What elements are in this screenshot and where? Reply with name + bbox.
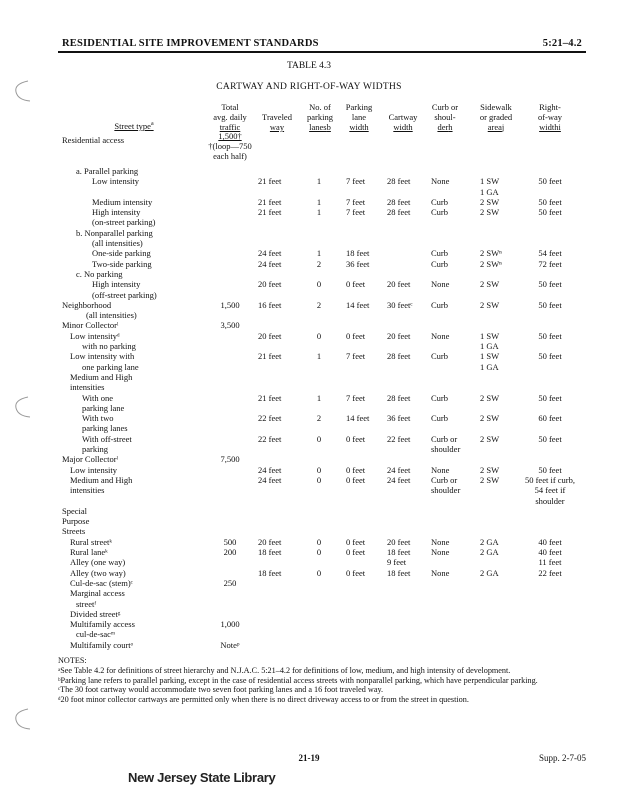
cell-street-type: cul-de-sacᵐ: [76, 629, 116, 640]
table-row: [0, 176, 618, 186]
cell-curb-shoulder: Curb: [431, 299, 448, 310]
cell-parking-lanes: 1: [316, 196, 322, 207]
cell-cartway-width: 20 feet: [387, 536, 411, 547]
cell-right-of-way: 60 feet: [538, 413, 562, 424]
cell-street-type: High intensity: [92, 207, 141, 218]
cell-sidewalk: 2 SW: [480, 207, 500, 218]
cell-right-of-way: 50 feet: [538, 207, 562, 218]
cell-sidewalk: 2 SW: [480, 464, 500, 475]
cell-curb-shoulder: None: [431, 567, 450, 578]
cell-street-type: Marginal access: [70, 588, 125, 599]
cell-cartway-width: 24 feet: [387, 474, 411, 485]
cell-street-type: Major Collectorˡ: [62, 454, 118, 465]
cell-parking-lane-width: 7 feet: [346, 207, 366, 218]
cell-traveled-way: 20 feet: [258, 279, 282, 290]
library-stamp: New Jersey State Library: [128, 770, 276, 785]
col-curb-shoulder: Curb or shoul- derh: [431, 102, 459, 132]
cell-curb-shoulder: None: [431, 536, 450, 547]
table-row: [0, 279, 618, 289]
cell-traveled-way: 16 feet: [258, 299, 282, 310]
header-title: RESIDENTIAL SITE IMPROVEMENT STANDARDS: [62, 38, 319, 49]
cell-parking-lanes: 1: [316, 248, 322, 259]
binder-hole-mark-bottom: [10, 706, 32, 732]
cell-sidewalk: 2 SW: [480, 392, 500, 403]
cell-street-type: Streets: [62, 526, 86, 537]
cell-street-type: Rural laneᵏ: [70, 547, 108, 557]
cell-right-of-way: 11 feet: [538, 557, 562, 568]
cell-parking-lanes: 2: [316, 299, 322, 310]
cell-street-type: Multifamily courtᵒ: [70, 639, 134, 650]
cell-right-of-way: 50 feet: [538, 433, 562, 444]
table-row: [0, 382, 618, 392]
cell-street-type: streetᶠ: [76, 598, 97, 609]
cell-sidewalk: 2 SWⁿ: [480, 248, 502, 259]
col-parking-lane-width: Parking lane width: [345, 102, 373, 132]
cell-right-of-way: 72 feet: [538, 258, 562, 269]
cell-curb-shoulder: None: [431, 330, 450, 341]
cell-parking-lane-width: 0 feet: [346, 547, 366, 557]
table-row: [0, 537, 618, 547]
cell-curb-shoulder: Curb: [431, 413, 448, 424]
table-notes: [58, 656, 586, 705]
cell-street-type: Alley (one way): [70, 557, 126, 568]
cell-sidewalk: 2 GA: [480, 536, 499, 547]
cell-street-type: High intensity: [92, 279, 141, 290]
cell-traveled-way: 20 feet: [258, 536, 282, 547]
cell-sidewalk: 2 GA: [480, 567, 499, 578]
col-sidewalk: Sidewalk or graded areaj: [479, 102, 513, 132]
cell-curb-shoulder: shoulder: [431, 444, 461, 454]
cell-street-type: Low intensity: [92, 176, 139, 187]
note-d: ᵈ20 foot minor collector cartways are permitted only when there is no direct driveway access to or from the street in question.: [58, 695, 469, 705]
cell-parking-lanes: 0: [316, 279, 322, 290]
table-row: [0, 599, 618, 609]
cell-parking-lanes: 2: [316, 258, 322, 269]
cell-parking-lane-width: 0 feet: [346, 279, 366, 290]
cell-cartway-width: 36 feet: [387, 413, 411, 424]
cell-right-of-way: 40 feet: [538, 536, 562, 547]
cell-street-type: Purpose: [62, 516, 90, 527]
table-row: [0, 444, 618, 454]
cell-parking-lane-width: 36 feet: [346, 258, 370, 269]
cell-curb-shoulder: Curb: [431, 207, 448, 218]
supplement-date: Supp. 2-7-05: [539, 753, 586, 763]
table-row: [0, 310, 618, 320]
cell-sidewalk: 2 SWⁿ: [480, 258, 502, 269]
table-row: [0, 434, 618, 444]
cell-street-type: c. No parking: [76, 268, 123, 279]
cell-street-type: With two: [82, 413, 114, 424]
table-row: [0, 506, 618, 516]
note-c: ᶜThe 30 foot cartway would accommodate two seven foot parking lanes and a 16 foot traveled way.: [58, 685, 384, 695]
cell-street-type: Medium and High: [70, 474, 133, 485]
col-parking-lanes: No. of parking lanesb: [307, 102, 333, 132]
cell-cartway-width: 28 feet: [387, 351, 411, 362]
cell-parking-lane-width: 18 feet: [346, 248, 370, 259]
cell-street-type: Alley (two way): [70, 567, 126, 578]
table-row: [0, 238, 618, 248]
cell-right-of-way: 22 feet: [538, 567, 562, 578]
table-row: [0, 166, 618, 176]
table-row: [0, 475, 618, 485]
note-a: ᵃSee Table 4.2 for definitions of street hierarchy and N.J.A.C. 5:21–4.2 for definitions of low, medium, and high intensity of development.: [58, 665, 511, 675]
cell-right-of-way: 50 feet: [538, 176, 562, 187]
cell-parking-lane-width: 14 feet: [346, 413, 370, 424]
cell-street-type: Minor Collectorˡ: [62, 320, 119, 331]
cell-sidewalk: 1 SW: [480, 176, 500, 187]
table-row: [0, 578, 618, 588]
cell-street-type: parking: [82, 444, 108, 454]
cell-parking-lane-width: 7 feet: [346, 351, 366, 362]
cell-street-type: parking lanes: [82, 423, 128, 434]
cell-street-type: Low intensity with: [70, 351, 135, 362]
cell-traveled-way: 21 feet: [258, 392, 282, 403]
cell-avg-daily-traffic: 3,500: [220, 320, 240, 331]
cell-traveled-way: 21 feet: [258, 351, 282, 362]
cell-cartway-width: 20 feet: [387, 330, 411, 341]
cell-sidewalk: 2 SW: [480, 196, 500, 207]
col-traveled-way: Traveled way: [262, 112, 292, 132]
cell-traveled-way: 22 feet: [258, 413, 282, 424]
cell-curb-shoulder: Curb: [431, 392, 448, 403]
cell-traveled-way: 24 feet: [258, 248, 282, 259]
cell-street-type: Two-side parking: [92, 258, 152, 269]
cell-avg-daily-traffic: 250: [223, 577, 237, 588]
cell-parking-lanes: 0: [316, 330, 322, 341]
cell-parking-lane-width: 0 feet: [346, 330, 366, 341]
table-row: [0, 413, 618, 423]
table-row: [0, 300, 618, 310]
table-row: [0, 568, 618, 578]
cell-right-of-way: 50 feet if curb,: [524, 474, 576, 485]
cell-street-type: Cul-de-sac (stem)ᶜ: [70, 577, 133, 588]
col-avg-daily-traffic: Total avg. daily traffic 1,500† †(loop—750 each half): [208, 102, 252, 161]
cell-street-type: Rural streetᵏ: [70, 536, 113, 547]
cell-street-type: (all intensities): [86, 310, 137, 321]
cell-street-type: (off-street parking): [92, 289, 157, 300]
cell-curb-shoulder: Curb or: [431, 433, 458, 444]
cell-sidewalk: 2 SW: [480, 433, 500, 444]
table-row: [0, 207, 618, 217]
table-row: [0, 465, 618, 475]
cell-right-of-way: shoulder: [535, 495, 565, 506]
cell-right-of-way: 50 feet: [538, 196, 562, 207]
cell-traveled-way: 24 feet: [258, 258, 282, 269]
cell-cartway-width: 28 feet: [387, 207, 411, 218]
cell-cartway-width: 20 feet: [387, 279, 411, 290]
col-cartway-width: Cartway width: [388, 112, 418, 132]
cell-parking-lanes: 0: [316, 464, 322, 475]
table-row: [0, 351, 618, 361]
cell-cartway-width: 22 feet: [387, 433, 411, 444]
cell-avg-daily-traffic: 500: [223, 536, 237, 547]
cell-right-of-way: 50 feet: [538, 330, 562, 341]
table-row: [0, 403, 618, 413]
cell-sidewalk: 2 SW: [480, 299, 500, 310]
cell-street-type: Multifamily access: [70, 619, 135, 630]
note-b: ᵇParking lane refers to parallel parking, except in the case of residential access streets with nonparallel parking, which have perpendicular parking.: [58, 675, 538, 685]
cell-right-of-way: 54 feet if: [534, 485, 566, 496]
cell-street-type: With one: [82, 392, 114, 403]
table-row: [0, 372, 618, 382]
table-row: [0, 557, 618, 567]
table-row: [0, 423, 618, 433]
cell-street-type: Special: [62, 505, 88, 516]
cell-street-type: Medium intensity: [92, 196, 153, 207]
running-header: [62, 38, 582, 49]
cell-traveled-way: 21 feet: [258, 176, 282, 187]
cell-cartway-width: 28 feet: [387, 196, 411, 207]
cell-parking-lanes: 0: [316, 433, 322, 444]
table-title: CARTWAY AND RIGHT-OF-WAY WIDTHS: [216, 82, 402, 92]
cell-sidewalk: 2 SW: [480, 474, 500, 485]
cell-parking-lane-width: 14 feet: [346, 299, 370, 310]
cell-curb-shoulder: None: [431, 176, 450, 187]
cell-traveled-way: 21 feet: [258, 207, 282, 218]
table-row: [0, 320, 618, 330]
cell-right-of-way: 40 feet: [538, 547, 562, 557]
cell-cartway-width: 30 feetᶜ: [387, 299, 413, 310]
table-row: [0, 547, 618, 557]
cell-street-type: b. Nonparallel parking: [76, 227, 153, 238]
cell-parking-lanes: 0: [316, 536, 322, 547]
cell-street-type: Residential access: [62, 135, 125, 145]
cell-parking-lanes: 1: [316, 392, 322, 403]
cell-street-type: one parking lane: [82, 361, 139, 372]
cell-street-type: Low intensityᵈ: [70, 330, 120, 341]
cell-traveled-way: 18 feet: [258, 547, 282, 557]
cell-parking-lane-width: 0 feet: [346, 464, 366, 475]
cell-avg-daily-traffic: Noteᵖ: [220, 639, 240, 650]
cell-parking-lanes: 1: [316, 351, 322, 362]
cell-parking-lane-width: 0 feet: [346, 433, 366, 444]
cell-cartway-width: 28 feet: [387, 392, 411, 403]
cell-sidewalk: 1 GA: [480, 341, 499, 351]
cell-avg-daily-traffic: 1,500: [220, 299, 240, 310]
page-number: 21-19: [298, 753, 320, 763]
table-row: [0, 290, 618, 300]
cell-sidewalk: 2 SW: [480, 413, 500, 424]
col-right-of-way: Right- of-way widthi: [537, 102, 563, 132]
cell-curb-shoulder: Curb: [431, 248, 448, 259]
cell-street-type: parking lane: [82, 402, 125, 413]
cell-street-type: Medium and High: [70, 371, 133, 382]
table-row: [0, 619, 618, 629]
cell-traveled-way: 20 feet: [258, 330, 282, 341]
cell-avg-daily-traffic: 7,500: [220, 454, 240, 465]
table-row: [0, 259, 618, 269]
table-row: [0, 393, 618, 403]
cell-sidewalk: 1 SW: [480, 351, 500, 362]
notes-title: NOTES:: [58, 656, 87, 665]
cell-traveled-way: 24 feet: [258, 474, 282, 485]
table-row: [0, 496, 618, 506]
table-row: [0, 609, 618, 619]
binder-hole-mark-top: [10, 78, 32, 104]
cell-cartway-width: 24 feet: [387, 464, 411, 475]
cell-avg-daily-traffic: 200: [223, 547, 237, 557]
cell-street-type: With off-street: [82, 433, 132, 444]
table-row: [0, 640, 618, 650]
table-row: [0, 629, 618, 639]
table-row: [0, 341, 618, 351]
cell-curb-shoulder: Curb: [431, 196, 448, 207]
cell-parking-lanes: 0: [316, 474, 322, 485]
binder-hole-mark-middle: [10, 394, 32, 420]
cell-sidewalk: 2 GA: [480, 547, 499, 557]
table-row: [0, 156, 618, 166]
cell-cartway-width: 28 feet: [387, 176, 411, 187]
cell-street-type: a. Parallel parking: [76, 165, 139, 176]
cell-street-type: Neighborhood: [62, 299, 112, 310]
header-section: 5:21–4.2: [542, 38, 582, 49]
col-street-type: Street type$^a$: [114, 121, 154, 131]
cell-right-of-way: 50 feet: [538, 279, 562, 290]
cell-right-of-way: 50 feet: [538, 464, 562, 475]
cell-parking-lane-width: 7 feet: [346, 196, 366, 207]
cell-sidewalk: 1 GA: [480, 186, 499, 197]
cell-right-of-way: 50 feet: [538, 299, 562, 310]
table-row: [0, 135, 618, 145]
cell-cartway-width: 18 feet: [387, 547, 411, 557]
cell-parking-lanes: 1: [316, 207, 322, 218]
cell-curb-shoulder: None: [431, 464, 450, 475]
table-row: [0, 248, 618, 258]
cell-traveled-way: 21 feet: [258, 196, 282, 207]
cell-traveled-way: 22 feet: [258, 433, 282, 444]
cell-street-type: intensities: [70, 485, 105, 496]
header-rule: [58, 51, 586, 53]
cell-curb-shoulder: Curb: [431, 258, 448, 269]
cell-street-type: (all intensities): [92, 238, 143, 248]
cell-street-type: intensities: [70, 382, 105, 393]
cell-curb-shoulder: shoulder: [431, 485, 461, 496]
cell-sidewalk: 1 GA: [480, 361, 499, 372]
cell-parking-lane-width: 0 feet: [346, 536, 366, 547]
cell-right-of-way: 50 feet: [538, 392, 562, 403]
table-row: [0, 362, 618, 372]
cell-street-type: Divided streetᵍ: [70, 608, 121, 619]
cell-traveled-way: 24 feet: [258, 464, 282, 475]
cell-curb-shoulder: None: [431, 547, 450, 557]
table-row: [0, 145, 618, 155]
cell-sidewalk: 1 SW: [480, 330, 500, 341]
cell-street-type: One-side parking: [92, 248, 151, 259]
cell-curb-shoulder: Curb: [431, 351, 448, 362]
table-row: [0, 485, 618, 495]
cell-parking-lanes: 1: [316, 176, 322, 187]
cell-parking-lane-width: 7 feet: [346, 176, 366, 187]
table-row: [0, 217, 618, 227]
cell-curb-shoulder: Curb or: [431, 474, 458, 485]
cell-parking-lanes: 0: [316, 567, 322, 578]
cell-street-type: (on-street parking): [92, 217, 156, 228]
cell-parking-lane-width: 0 feet: [346, 474, 366, 485]
cell-traveled-way: 18 feet: [258, 567, 282, 578]
table-row: [0, 526, 618, 536]
table-row: [0, 187, 618, 197]
table-row: [0, 331, 618, 341]
table-row: [0, 516, 618, 526]
table-row: [0, 228, 618, 238]
cell-cartway-width: 9 feet: [387, 557, 407, 568]
cell-street-type: with no parking: [82, 341, 136, 351]
cell-street-type: Low intensity: [70, 464, 117, 475]
cell-parking-lanes: 0: [316, 547, 322, 557]
cell-cartway-width: 18 feet: [387, 567, 411, 578]
cell-parking-lane-width: 0 feet: [346, 567, 366, 578]
cell-parking-lane-width: 7 feet: [346, 392, 366, 403]
table-row: [0, 197, 618, 207]
table-number: TABLE 4.3: [286, 61, 332, 71]
table-row: [0, 588, 618, 598]
cell-right-of-way: 50 feet: [538, 351, 562, 362]
cell-right-of-way: 54 feet: [538, 248, 562, 259]
table-row: [0, 454, 618, 464]
cell-parking-lanes: 2: [316, 413, 322, 424]
cell-curb-shoulder: None: [431, 279, 450, 290]
cell-avg-daily-traffic: 1,000: [220, 619, 240, 630]
table-row: [0, 269, 618, 279]
cell-sidewalk: 2 SW: [480, 279, 500, 290]
